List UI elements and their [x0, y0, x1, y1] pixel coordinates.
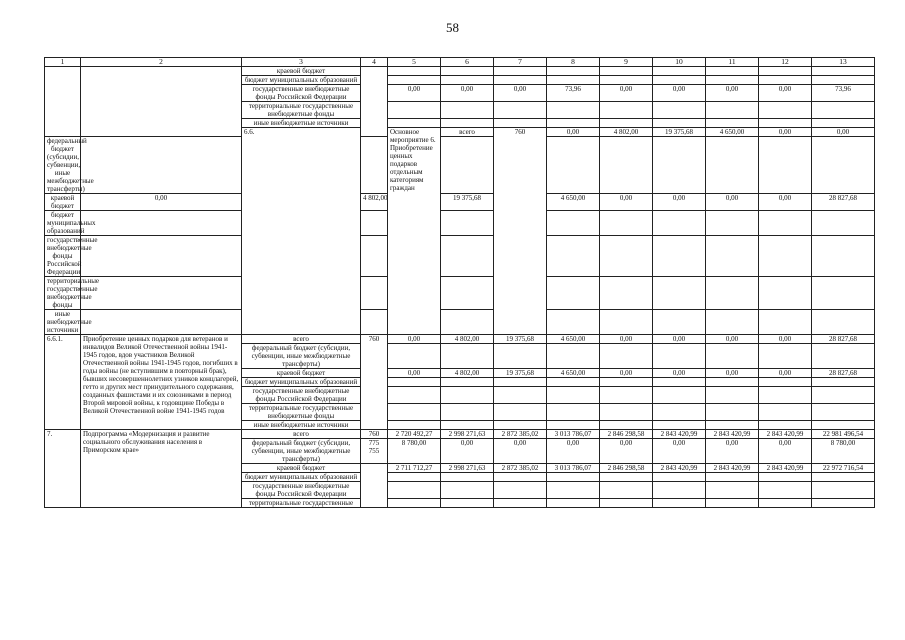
value-cell: 0,00	[653, 335, 706, 344]
value-cell: 28 827,68	[812, 194, 875, 211]
value-cell: 4 802,00	[361, 194, 388, 211]
value-cell: 22 981 496,54	[812, 430, 875, 439]
source-label: бюджет муниципальных образований	[45, 211, 81, 236]
col-header: 13	[812, 58, 875, 67]
source-label: краевой бюджет	[45, 194, 81, 211]
value-cell: 0,00	[441, 439, 494, 464]
source-label: территориальные государственные	[242, 499, 361, 508]
table-row	[45, 236, 875, 277]
value-cell: 0,00	[388, 85, 441, 102]
col-header: 12	[759, 58, 812, 67]
value-cell: 28 827,68	[812, 335, 875, 344]
item-number: 7.	[45, 430, 81, 508]
value-cell: 4 802,00	[441, 335, 494, 344]
value-cell: 8 780,00	[812, 439, 875, 464]
value-cell: 0,00	[600, 335, 653, 344]
source-label: краевой бюджет	[242, 464, 361, 473]
source-label: федеральный бюджет (субсидии, субвенции, иные межбюджетные трансферты)	[242, 344, 361, 369]
source-label: территориальные государственные внебюджетные фонды	[45, 277, 81, 310]
value-cell: 0,00	[600, 369, 653, 378]
col-header: 1	[45, 58, 81, 67]
col-header: 5	[388, 58, 441, 67]
source-label: иные внебюджетные источники	[45, 310, 81, 335]
value-cell: 73,96	[547, 85, 600, 102]
value-cell: 0,00	[441, 85, 494, 102]
value-cell: 0,00	[706, 85, 759, 102]
code: 760	[361, 335, 388, 430]
table-row	[45, 194, 875, 211]
source-label: федеральный бюджет (субсидии, субвенции, иные межбюджетные трансферты)	[45, 137, 81, 194]
value-cell: 2 846 298,58	[600, 430, 653, 439]
code: 760	[361, 430, 388, 439]
value-cell: 19 375,68	[494, 335, 547, 344]
item-number: 6.6.	[242, 128, 361, 335]
table-row	[45, 430, 875, 439]
value-cell: 4 802,00	[600, 128, 653, 137]
source-label: краевой бюджет	[242, 67, 361, 76]
value-cell: 0,00	[600, 439, 653, 464]
col-header: 4	[361, 58, 388, 67]
value-cell: 0,00	[547, 439, 600, 464]
source-label: всего	[242, 430, 361, 439]
table-row	[45, 137, 875, 194]
item-name: Подпрограмма «Модернизация и развитие социального обслуживания населения в Приморском крае»	[81, 430, 242, 508]
source-label: иные внебюджетные источники	[242, 119, 361, 128]
col-header: 8	[547, 58, 600, 67]
item-number-cell	[45, 67, 81, 137]
value-cell: 0,00	[81, 194, 242, 211]
source-label: территориальные государственные внебюджетные фонды	[242, 102, 361, 119]
value-cell: 4 650,00	[547, 369, 600, 378]
col-header: 7	[494, 58, 547, 67]
value-cell: 4 650,00	[706, 128, 759, 137]
value-cell: 4 802,00	[441, 369, 494, 378]
item-name-cell	[81, 67, 242, 137]
value-cell: 0,00	[653, 439, 706, 464]
source-label: территориальные государственные внебюджетные фонды	[242, 404, 361, 421]
col-header: 3	[242, 58, 361, 67]
table-row	[45, 335, 875, 344]
source-label: краевой бюджет	[242, 369, 361, 378]
source-label: всего	[441, 128, 494, 137]
value-cell: 0,00	[494, 85, 547, 102]
value-cell: 0,00	[388, 369, 441, 378]
value-cell: 0,00	[653, 85, 706, 102]
col-header: 9	[600, 58, 653, 67]
value-cell: 0,00	[653, 194, 706, 211]
value-cell: 0,00	[759, 439, 812, 464]
value-cell: 19 375,68	[441, 194, 494, 211]
value-cell: 0,00	[706, 335, 759, 344]
code-cell	[361, 67, 388, 137]
value-cell: 2 846 298,58	[600, 464, 653, 473]
source-label: государственные внебюджетные фонды Российской Федерации	[45, 236, 81, 277]
source-label: бюджет муниципальных образований	[242, 76, 361, 85]
value-cell: 0,00	[759, 369, 812, 378]
value-cell: 0,00	[706, 369, 759, 378]
source-label: федеральный бюджет (субсидии, субвенции, иные межбюджетные трансферты)	[242, 439, 361, 464]
budget-table	[44, 57, 875, 508]
value-cell: 73,96	[812, 85, 875, 102]
value-cell: 0,00	[759, 335, 812, 344]
code: 760	[494, 128, 547, 335]
value-cell: 2 843 420,99	[759, 464, 812, 473]
source-label: иные внебюджетные источники	[242, 421, 361, 430]
item-name: Основное мероприятие 6. Приобретение ценных подарков отдельным категориям граждан	[388, 128, 441, 335]
table-row	[45, 67, 875, 76]
col-header: 10	[653, 58, 706, 67]
col-header: 6	[441, 58, 494, 67]
table-row	[45, 211, 875, 236]
value-cell: 2 843 420,99	[706, 430, 759, 439]
value-cell: 2 998 271,63	[441, 430, 494, 439]
value-cell: 3 013 786,07	[547, 430, 600, 439]
value-cell: 2 843 420,99	[706, 464, 759, 473]
value-cell: 0,00	[759, 128, 812, 137]
value-cell: 22 972 716,54	[812, 464, 875, 473]
col-header: 11	[706, 58, 759, 67]
source-label: бюджет муниципальных образований	[242, 378, 361, 387]
code-cell	[361, 464, 388, 508]
value-cell: 0,00	[388, 335, 441, 344]
table-row	[45, 310, 875, 335]
value-cell: 0,00	[494, 439, 547, 464]
col-header: 2	[81, 58, 242, 67]
item-name: Приобретение ценных подарков для ветеранов и инвалидов Великой Отечественной войны 1941-1945 годов, вдов участников Великой Отечественной войны 1941-1945 годов, погибших в годы войны (не вступившим в повторный брак), бывших несовершеннолетних узников концлагерей, гетто и других мест принудительного содержания, созданных фашистами и их союзниками в период Второй мировой войны, к годовщине Победы в Великой Отечественной войне 1941-1945 годов	[81, 335, 242, 430]
source-label: государственные внебюджетные фонды Российской Федерации	[242, 387, 361, 404]
source-label: государственные внебюджетные фонды Российской Федерации	[242, 85, 361, 102]
source-label: государственные внебюджетные фонды Российской Федерации	[242, 482, 361, 499]
page-number: 58	[446, 20, 459, 35]
value-cell: 2 843 420,99	[653, 464, 706, 473]
value-cell: 28 827,68	[812, 369, 875, 378]
code: 775 755	[361, 439, 388, 464]
value-cell: 8 780,00	[388, 439, 441, 464]
table-row	[45, 277, 875, 310]
value-cell: 19 375,68	[494, 369, 547, 378]
value-cell: 2 998 271,63	[441, 464, 494, 473]
value-cell: 2 711 712,27	[388, 464, 441, 473]
value-cell: 0,00	[653, 369, 706, 378]
value-cell: 2 843 420,99	[759, 430, 812, 439]
header-row	[45, 58, 875, 67]
item-number: 6.6.1.	[45, 335, 81, 430]
value-cell: 0,00	[600, 85, 653, 102]
value-cell: 3 013 786,07	[547, 464, 600, 473]
value-cell: 0,00	[547, 128, 600, 137]
value-cell: 0,00	[812, 128, 875, 137]
source-label: бюджет муниципальных образований	[242, 473, 361, 482]
value-cell: 2 720 492,27	[388, 430, 441, 439]
source-label: всего	[242, 335, 361, 344]
value-cell: 2 843 420,99	[653, 430, 706, 439]
value-cell: 19 375,68	[653, 128, 706, 137]
value-cell: 0,00	[759, 194, 812, 211]
value-cell: 0,00	[706, 439, 759, 464]
value-cell: 2 872 385,02	[494, 430, 547, 439]
value-cell: 4 650,00	[547, 335, 600, 344]
value-cell: 0,00	[759, 85, 812, 102]
value-cell: 4 650,00	[547, 194, 600, 211]
value-cell: 2 872 385,02	[494, 464, 547, 473]
value-cell: 0,00	[600, 194, 653, 211]
value-cell: 0,00	[706, 194, 759, 211]
